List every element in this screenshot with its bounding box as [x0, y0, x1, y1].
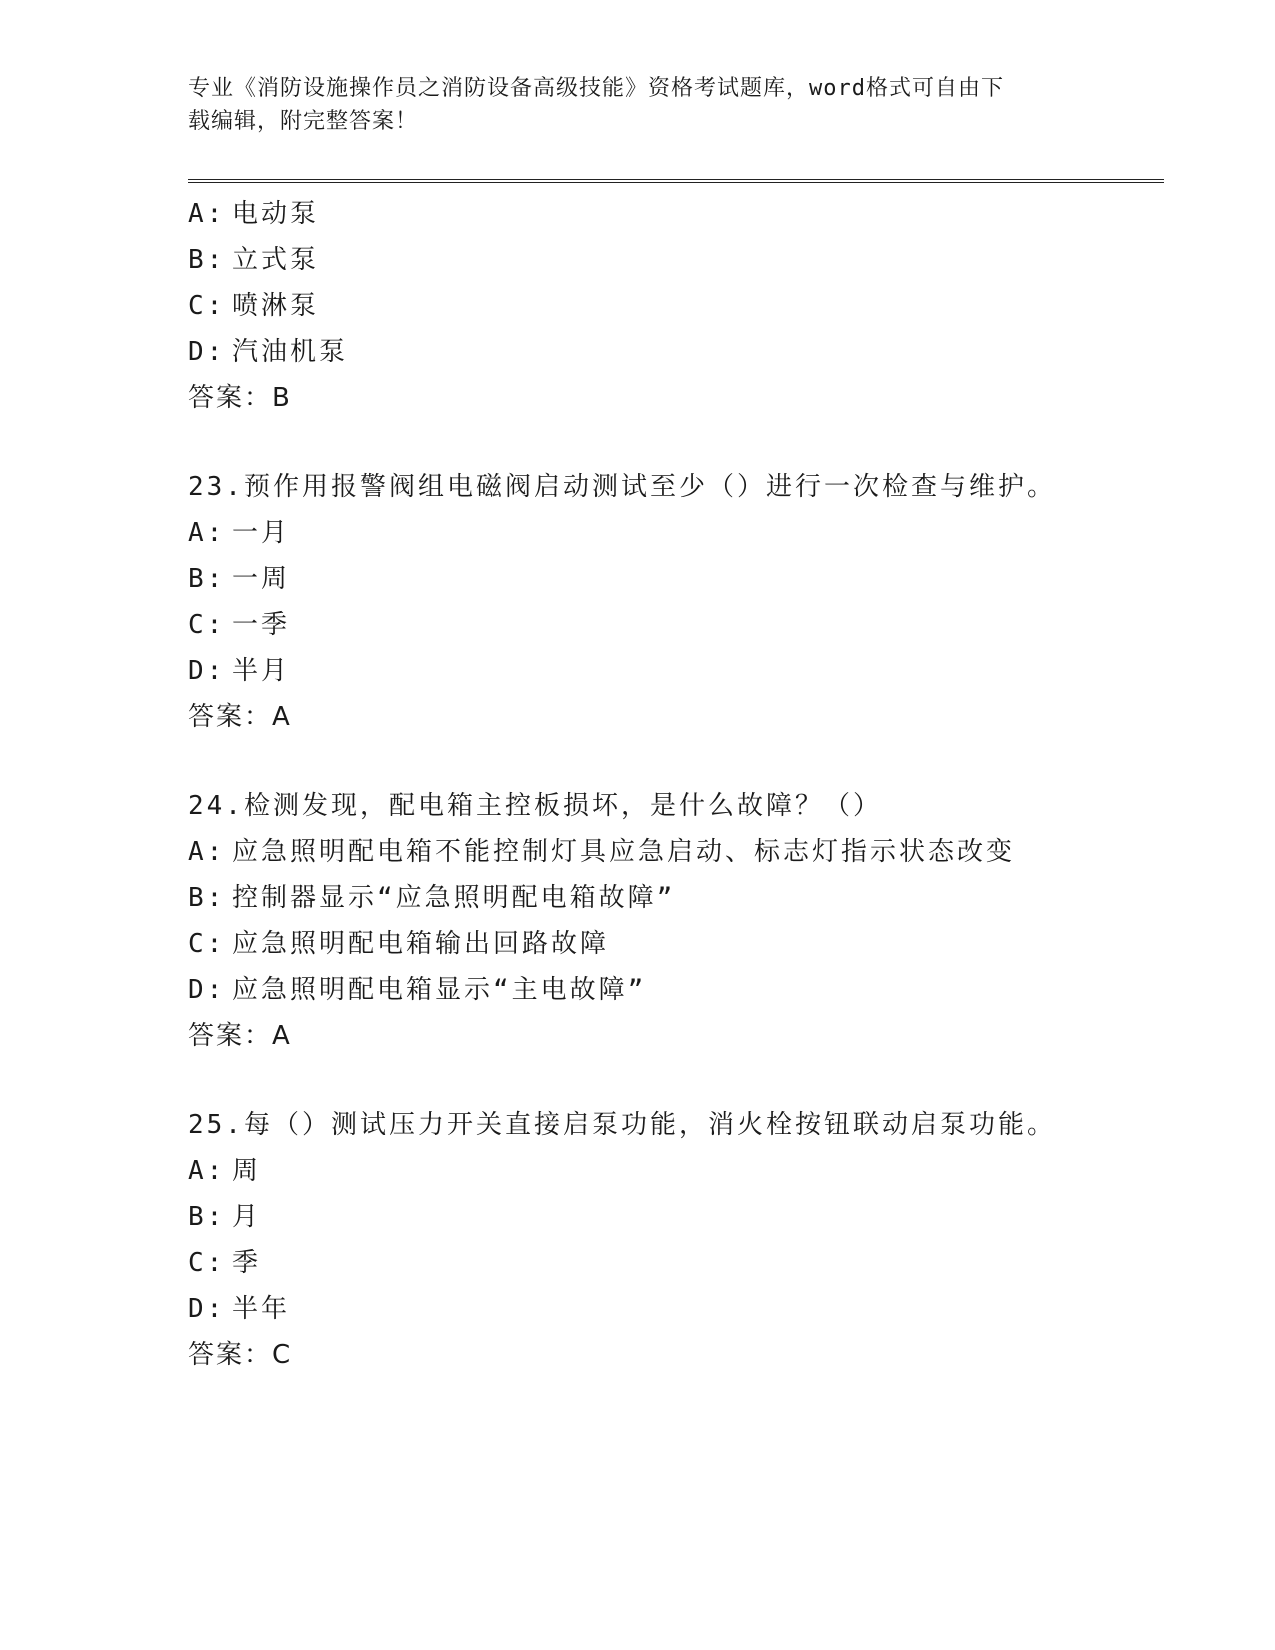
question-23: [188, 464, 1168, 740]
option-d: D: 半月: [188, 656, 291, 686]
answer-line: 答案：C: [188, 1340, 293, 1370]
option-c: C: 一季: [188, 610, 291, 640]
option-b: B: 月: [188, 1202, 262, 1232]
question-stem: 23.预作用报警阀组电磁阀启动测试至少（）进行一次检查与维护。: [188, 472, 1056, 502]
option-b: B: 一周: [188, 564, 291, 594]
option-b: B: 控制器显示“应急照明配电箱故障”: [188, 883, 676, 913]
question-25: [188, 1102, 1168, 1378]
option-c: C: 喷淋泵: [188, 291, 320, 321]
option-b: B: 立式泵: [188, 245, 320, 275]
header-line-2: 载编辑，附完整答案！: [188, 109, 419, 134]
option-c: C: 应急照明配电箱输出回路故障: [188, 929, 610, 959]
answer-line: 答案：A: [188, 702, 292, 732]
answer-line: 答案：B: [188, 383, 292, 413]
document-header: [188, 72, 1088, 138]
option-d: D: 半年: [188, 1294, 291, 1324]
option-a: A: 电动泵: [188, 199, 320, 229]
header-divider: [188, 179, 1164, 183]
option-d: D: 应急照明配电箱显示“主电故障”: [188, 975, 647, 1005]
option-a: A: 一月: [188, 518, 291, 548]
option-d: D: 汽油机泵: [188, 337, 349, 367]
option-a: A: 应急照明配电箱不能控制灯具应急启动、标志灯指示状态改变: [188, 837, 1016, 867]
question-24: [188, 783, 1168, 1059]
header-line-1: 专业《消防设施操作员之消防设备高级技能》资格考试题库，word格式可自由下: [188, 76, 1004, 101]
question-stem: 25.每（）测试压力开关直接启泵功能，消火栓按钮联动启泵功能。: [188, 1110, 1056, 1140]
answer-line: 答案：A: [188, 1021, 292, 1051]
option-a: A: 周: [188, 1156, 262, 1186]
question-list: [188, 191, 1168, 1378]
question-22-continued: [188, 191, 1168, 421]
option-c: C: 季: [188, 1248, 262, 1278]
question-stem: 24.检测发现，配电箱主控板损坏，是什么故障？（）: [188, 791, 882, 821]
